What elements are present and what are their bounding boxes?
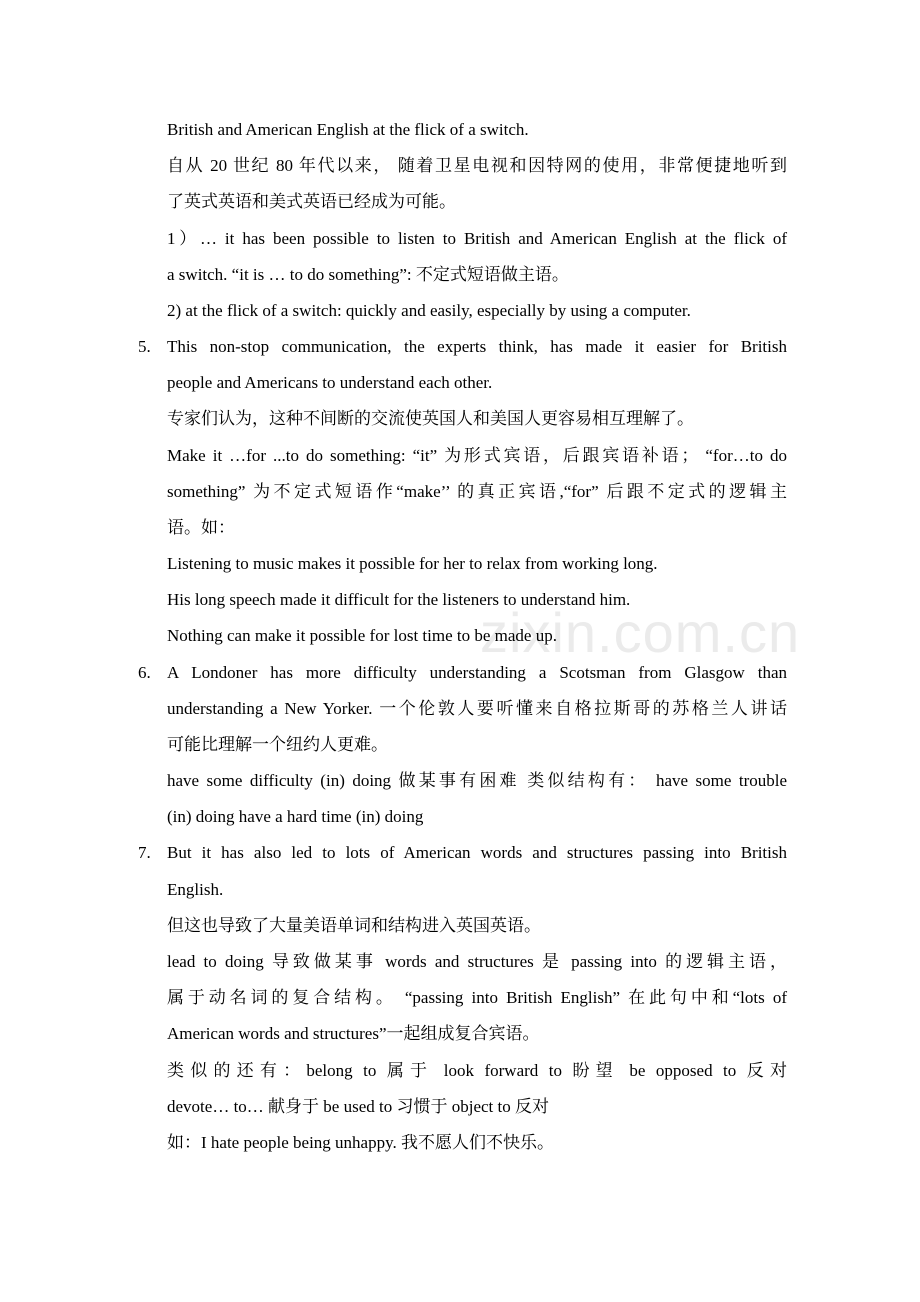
text-line: American words and structures”一起组成复合宾语。: [167, 1024, 540, 1043]
text-line: something” 为不定式短语作“make’’ 的真正宾语,“for” 后跟不定式的逻辑主: [167, 482, 787, 501]
text-line: But it has also led to lots of American words and structures passing into British: [167, 843, 787, 862]
item-number: 7.: [138, 843, 151, 862]
text-line: His long speech made it difficult for the listeners to understand him.: [167, 590, 631, 609]
watermark: zixin.com.cn: [480, 601, 801, 664]
text-line: 属于动名词的复合结构。 “passing into British English” 在此句中和“lots of: [167, 988, 787, 1007]
text-line: 类似的还有：belong to 属于 look forward to 盼望 be opposed to 反对: [167, 1061, 787, 1080]
text-line: 了英式英语和美式英语已经成为可能。: [167, 192, 456, 211]
text-line: 可能比理解一个纽约人更难。: [167, 735, 388, 754]
text-line: understanding a New Yorker. 一个伦敦人要听懂来自格拉斯哥的苏格兰人讲话: [167, 699, 787, 718]
text-line: British and American English at the flick of a switch.: [167, 120, 529, 139]
text-line: 如：I hate people being unhappy. 我不愿人们不快乐。: [167, 1133, 554, 1152]
text-line: people and Americans to understand each other.: [167, 373, 493, 392]
text-line: English.: [167, 880, 224, 899]
text-line: Nothing can make it possible for lost time to be made up.: [167, 626, 557, 645]
text-line: 语。如：: [167, 518, 235, 537]
text-line: devote… to… 献身于 be used to 习惯于 object to 反对: [167, 1097, 549, 1116]
text-line: 专家们认为，这种不间断的交流使英国人和美国人更容易相互理解了。: [167, 409, 694, 428]
text-line: 1）… it has been possible to listen to British and American English at the flick of: [167, 229, 787, 248]
text-line: This non-stop communication, the experts think, has made it easier for British: [167, 337, 787, 356]
text-line: (in) doing have a hard time (in) doing: [167, 807, 424, 826]
text-line: Make it …for ...to do something: “it” 为形式宾语，后跟宾语补语； “for…to do: [167, 446, 787, 465]
text-line: 自从 20 世纪 80 年代以来， 随着卫星电视和因特网的使用，非常便捷地听到: [167, 156, 787, 175]
text-line: 但这也导致了大量美语单词和结构进入英国英语。: [167, 916, 541, 935]
text-line: Listening to music makes it possible for her to relax from working long.: [167, 554, 658, 573]
item-number: 6.: [138, 663, 151, 682]
item-number: 5.: [138, 337, 151, 356]
text-line: lead to doing 导致做某事 words and structures 是 passing into 的逻辑主语，: [167, 952, 787, 971]
text-line: 2) at the flick of a switch: quickly and easily, especially by using a computer.: [167, 301, 691, 320]
text-line: a switch. “it is … to do something”: 不定式短语做主语。: [167, 265, 569, 284]
text-line: have some difficulty (in) doing 做某事有困难 类似结构有： have some trouble: [167, 771, 787, 790]
text-line: A Londoner has more difficulty understanding a Scotsman from Glasgow than: [167, 663, 787, 682]
